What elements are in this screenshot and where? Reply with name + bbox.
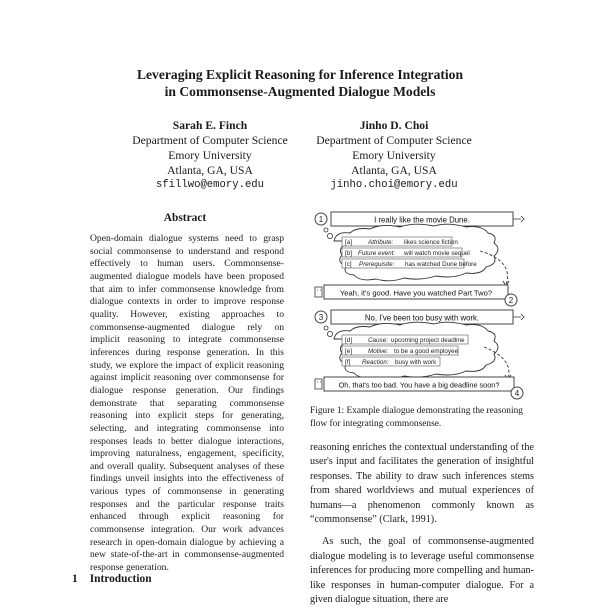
robot-icon bbox=[315, 287, 322, 297]
author-department: Department of Computer Science bbox=[132, 134, 288, 147]
inference-tag: [a] bbox=[345, 239, 353, 246]
inference-relation: Reaction: bbox=[362, 359, 389, 366]
inference-value: likes science fiction bbox=[404, 239, 458, 246]
figure-caption: Figure 1: Example dialogue demonstrating the reasoning flow for integrating commonsense. bbox=[310, 406, 523, 429]
thought-bubble-dot bbox=[324, 326, 328, 330]
inference-value: to be a good employee bbox=[394, 348, 459, 355]
section-heading bbox=[72, 573, 152, 585]
turn-number: 4 bbox=[514, 389, 520, 398]
paper-title bbox=[0, 66, 600, 100]
abstract-text: Open-domain dialogue systems need to grasp social commonsense to understand and respond effectively to human users. Commonsense-augmented dialogue models have been proposed that aim to infer commonsense knowledge from dialogue contexts in order to improve response quality. However, existing approaches to commonsense-augmented dialogue rely on implicit reasoning to integrate commonsense inferences during response generation. In this study, we explore the impact of explicit reasoning against implicit reasoning over commonsense for dialogue response generation. Our findings demonstrate that separating commonsense reasoning into explicit steps for generating, selecting, and integrating commonsense into responses leads to better dialogue interactions, improving naturalness, engagement, specificity, and overall quality. Subsequent analyses of these findings unveil insights into the effectiveness of various types of commonsense in generating responses and the particular response traits enhanced through explicit reasoning for commonsense integration. Our work advances research in open-domain dialogue by achieving a new state-of-the-art in commonsense-augmented response generation. bbox=[90, 233, 284, 574]
utterance-text: I really like the movie Dune. bbox=[374, 215, 470, 225]
author-department: Department of Computer Science bbox=[316, 134, 472, 147]
inference-value: has watched Dune before bbox=[405, 261, 477, 268]
body-paragraph: reasoning enriches the contextual understanding of the user's input and facilitates the generation of insightful responses. The ability to draw such inferences stems from shared worldviews and mutual experiences of humans—a phenomenon commonly known as “commonsense” (Clark, 1991). bbox=[310, 442, 534, 526]
turn-number: 2 bbox=[508, 296, 514, 305]
author-name: Jinho D. Choi bbox=[359, 119, 429, 132]
author-email: jinho.choi@emory.edu bbox=[330, 179, 458, 191]
inference-relation: Prerequisite: bbox=[359, 261, 395, 268]
author-name: Sarah E. Finch bbox=[172, 119, 248, 132]
abstract-heading: Abstract bbox=[163, 212, 207, 224]
section-title: Introduction bbox=[89, 573, 152, 585]
inference-value: busy with work bbox=[395, 359, 437, 366]
thought-bubble-dot bbox=[327, 233, 332, 238]
utterance-text: No, I've been too busy with work. bbox=[364, 313, 480, 323]
thought-bubble-dot bbox=[324, 228, 328, 232]
title-line-1: Leveraging Explicit Reasoning for Inference Integration bbox=[136, 67, 464, 82]
utterance-text: Oh, that's too bad. You have a big deadline soon? bbox=[338, 380, 500, 390]
inference-tag: [e] bbox=[345, 348, 353, 355]
author-location: Atlanta, GA, USA bbox=[351, 164, 437, 177]
turn-number: 3 bbox=[318, 313, 324, 322]
body-paragraph: As such, the goal of commonsense-augmented dialogue modeling is to leverage useful commonsense inferences for producing more compelling and human-like responses in human-computer dialogue. For a given dialogue situation, there are bbox=[310, 536, 534, 606]
inference-relation: Motive: bbox=[368, 348, 389, 355]
robot-icon bbox=[315, 379, 322, 389]
inference-value: upcoming project deadline bbox=[391, 337, 465, 344]
right-column-body bbox=[310, 441, 534, 615]
inference-tag: [b] bbox=[345, 250, 353, 257]
inference-tag: [c] bbox=[345, 261, 352, 268]
inference-relation: Cause: bbox=[368, 337, 388, 344]
turn-number: 1 bbox=[318, 215, 324, 224]
speaker-icon bbox=[513, 314, 524, 320]
section-number: 1 bbox=[72, 573, 78, 585]
title-line-2: in Commonsense-Augmented Dialogue Models bbox=[164, 84, 436, 99]
inference-tag: [f] bbox=[345, 359, 351, 366]
author-university: Emory University bbox=[352, 149, 436, 162]
speaker-icon bbox=[513, 216, 524, 222]
inference-relation: Attribute: bbox=[368, 239, 394, 246]
author-block-2 bbox=[284, 118, 504, 193]
thought-bubble-dot bbox=[327, 331, 332, 336]
author-email: sfillwo@emory.edu bbox=[155, 179, 265, 191]
author-university: Emory University bbox=[168, 149, 252, 162]
inference-value: will watch movie sequel bbox=[404, 250, 470, 257]
utterance-text: Yeah, it's good. Have you watched Part Two? bbox=[339, 288, 493, 298]
inference-relation: Future event: bbox=[358, 250, 396, 257]
figure-dialogue-diagram bbox=[312, 207, 532, 403]
inference-tag: [d] bbox=[345, 337, 353, 344]
author-location: Atlanta, GA, USA bbox=[167, 164, 253, 177]
